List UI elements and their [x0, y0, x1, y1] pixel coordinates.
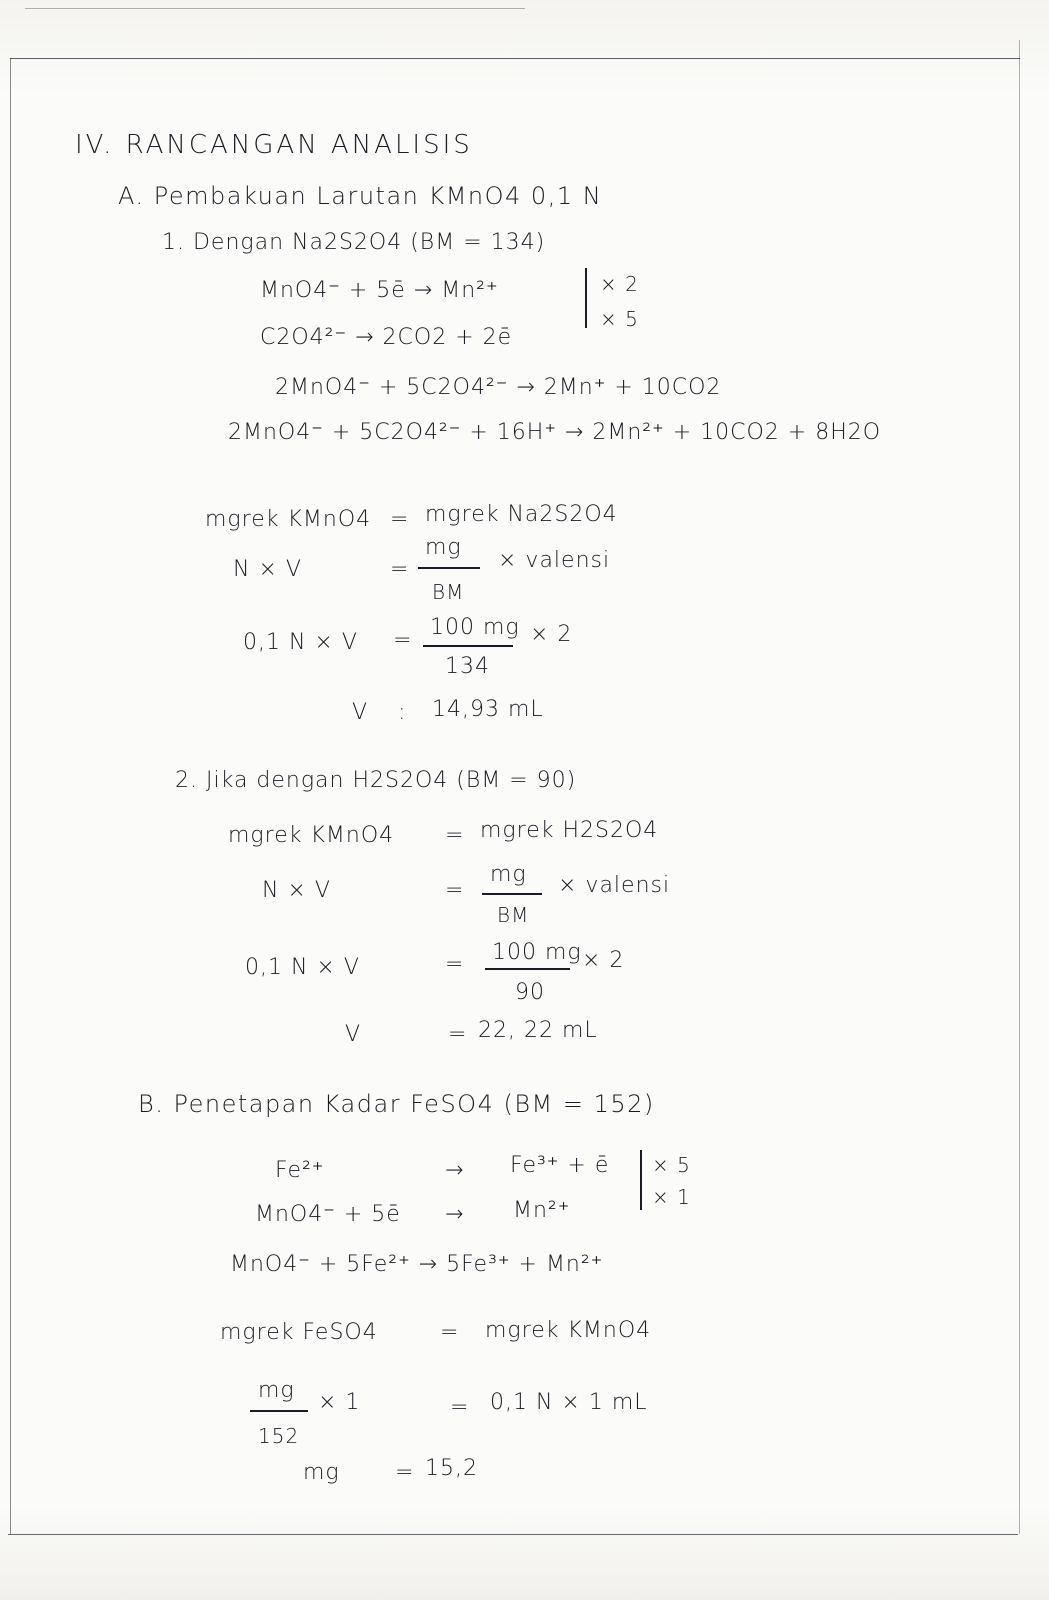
half-reaction-1: MnO4⁻ + 5ē → Mn²⁺ — [260, 278, 499, 303]
b-calc-row3-left: mg — [303, 1460, 340, 1485]
calc1-row2-fraction-bar — [418, 567, 480, 569]
b-calc-row2-multiplier: × 1 — [318, 1390, 361, 1415]
net-equation-1: 2MnO4⁻ + 5C2O4²⁻ → 2Mn⁺ + 10CO2 — [275, 375, 722, 400]
half-reaction-2: C2O4²⁻ → 2CO2 + 2ē — [260, 325, 513, 350]
calc2-row2-left: N × V — [262, 878, 331, 903]
calc1-row3-tail: × 2 — [530, 622, 573, 647]
b-half1-arrow: → — [445, 1158, 465, 1183]
calc2-row3-tail: × 2 — [582, 948, 625, 973]
calc2-row2-tail: × valensi — [558, 873, 671, 898]
calc1-row1-left: mgrek KMnO4 — [205, 507, 372, 532]
b-half2-multiplier: × 1 — [652, 1185, 691, 1209]
b-calc-row1-eq: = — [440, 1320, 460, 1345]
b-net-equation: MnO4⁻ + 5Fe²⁺ → 5Fe³⁺ + Mn²⁺ — [230, 1252, 604, 1277]
page-heading: IV. RANCANGAN ANALISIS — [75, 130, 473, 160]
b-half1-left: Fe²⁺ — [275, 1158, 325, 1183]
calc1-row3-fraction-bar — [423, 645, 513, 647]
section-a-title: A. Pembakuan Larutan KMnO4 0,1 N — [118, 182, 603, 210]
subsection-2-title: 2. Jika dengan H2S2O4 (BM = 90) — [175, 768, 577, 793]
section-b-title: B. Penetapan Kadar FeSO4 (BM = 152) — [138, 1090, 655, 1118]
calc1-row1-right: mgrek Na2S2O4 — [425, 502, 618, 527]
calc1-row2-numerator: mg — [425, 535, 462, 560]
half-reaction-1-multiplier: × 2 — [600, 272, 639, 296]
calc1-row1-eq: = — [390, 507, 410, 532]
calc2-row1-right: mgrek H2S2O4 — [480, 818, 659, 843]
calc1-row2-denominator: BM — [432, 580, 465, 604]
calc2-row2-fraction-bar — [482, 893, 542, 895]
calc1-row2-left: N × V — [233, 557, 302, 582]
page-border-bottom — [8, 1534, 1018, 1535]
calc1-row4-left: V — [352, 700, 369, 725]
half-reaction-2-multiplier: × 5 — [600, 307, 639, 331]
b-calc-row2-eq: = — [450, 1395, 470, 1420]
calc1-row3-numerator: 100 mg — [430, 615, 520, 640]
calc1-row2-tail: × valensi — [498, 548, 611, 573]
calc2-row4-left: V — [345, 1022, 362, 1047]
calc1-row3-left: 0,1 N × V — [243, 630, 358, 655]
calc2-row3-denominator: 90 — [515, 980, 545, 1005]
calc2-row3-left: 0,1 N × V — [245, 955, 360, 980]
calc1-row2-eq: = — [390, 557, 410, 582]
b-half1-right: Fe³⁺ + ē — [510, 1153, 610, 1178]
calc2-row2-denominator: BM — [497, 903, 530, 927]
page-border-left — [10, 58, 11, 1534]
page-border-right — [1019, 40, 1020, 1534]
calc2-row3-eq: = — [445, 952, 465, 977]
calc2-row3-fraction-bar — [485, 968, 570, 970]
calc2-row2-eq: = — [445, 878, 465, 903]
b-multiplier-bracket — [640, 1150, 642, 1210]
calc1-row3-eq: = — [393, 628, 413, 653]
multiplier-bracket — [585, 268, 587, 328]
b-calc-row2-fraction-bar — [250, 1410, 308, 1412]
b-calc-row2-numerator: mg — [258, 1378, 295, 1403]
page-edge-line — [25, 8, 525, 9]
b-half2-arrow: → — [445, 1202, 465, 1227]
subsection-1-title: 1. Dengan Na2S2O4 (BM = 134) — [162, 230, 546, 255]
b-calc-row3-result: 15,2 — [425, 1456, 478, 1481]
b-calc-row2-denominator: 152 — [258, 1424, 300, 1448]
b-calc-row1-left: mgrek FeSO4 — [220, 1320, 378, 1345]
b-half1-multiplier: × 5 — [652, 1153, 691, 1177]
b-half2-left: MnO4⁻ + 5ē — [255, 1202, 401, 1227]
calc1-row3-denominator: 134 — [445, 654, 490, 679]
b-calc-row2-right: 0,1 N × 1 mL — [490, 1390, 648, 1415]
calc1-row4-eq: : — [398, 700, 407, 725]
net-equation-2: 2MnO4⁻ + 5C2O4²⁻ + 16H⁺ → 2Mn²⁺ + 10CO2 + 8H2O — [228, 420, 882, 445]
calc2-row2-numerator: mg — [490, 862, 527, 887]
calc2-row4-result: 22, 22 mL — [478, 1018, 598, 1043]
b-half2-right: Mn²⁺ — [513, 1198, 571, 1223]
calc2-row4-eq: = — [448, 1022, 468, 1047]
page-border-top — [10, 58, 1020, 59]
calc2-row3-numerator: 100 mg — [492, 940, 582, 965]
calc2-row1-eq: = — [445, 823, 465, 848]
b-calc-row1-right: mgrek KMnO4 — [485, 1318, 652, 1343]
calc1-row4-result: 14,93 mL — [432, 697, 544, 722]
b-calc-row3-eq: = — [395, 1460, 415, 1485]
calc2-row1-left: mgrek KMnO4 — [228, 823, 395, 848]
